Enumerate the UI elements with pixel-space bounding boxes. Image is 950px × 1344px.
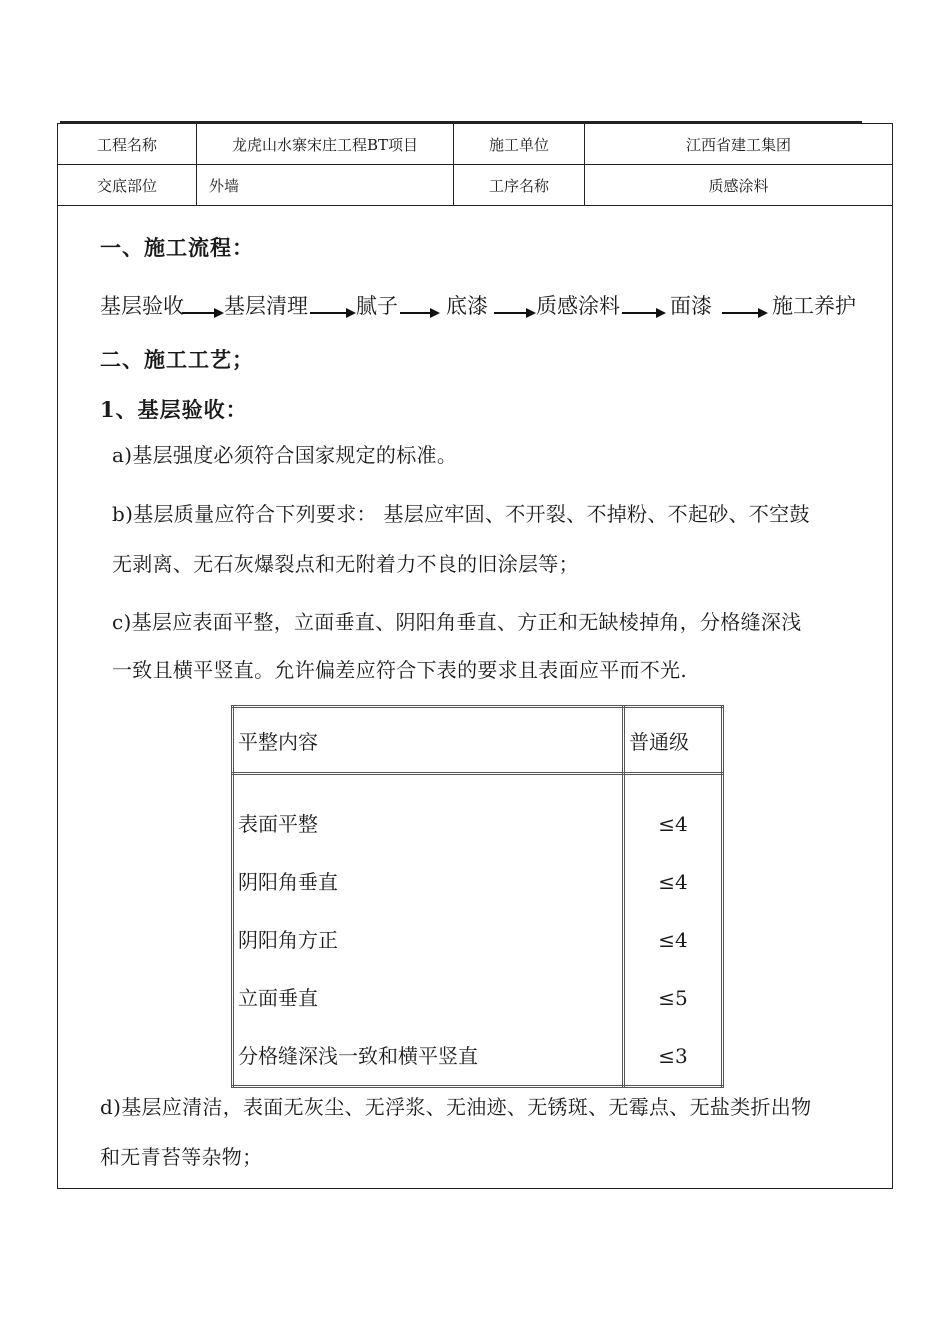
process-value: 质感涂料: [585, 165, 893, 206]
column-header-item: 平整内容: [233, 707, 624, 774]
subsection-1-title: 1、基层验收：: [100, 397, 248, 422]
flow-step: 腻子: [356, 294, 398, 318]
project-header-table: [57, 123, 893, 206]
table-row-item: 阴阳角垂直: [238, 870, 338, 894]
arrow-right-icon: [310, 312, 354, 314]
contractor-label: 施工单位: [454, 124, 585, 165]
flow-step: 质感涂料: [536, 294, 620, 318]
header-row-1: [58, 124, 893, 165]
tolerance-table: [231, 705, 724, 1088]
location-label: 交底部位: [58, 165, 197, 206]
process-label: 工序名称: [454, 165, 585, 206]
arrow-right-icon: [400, 312, 438, 314]
arrow-right-icon: [622, 312, 664, 314]
tolerance-table-body: [233, 774, 723, 1087]
contractor-value: 江西省建工集团: [585, 124, 893, 165]
construction-flow: [100, 290, 870, 324]
item-d-line2: 和无青苔等杂物；: [100, 1145, 263, 1169]
table-row-item: 阴阳角方正: [238, 928, 338, 952]
project-name-value: 龙虎山水寨宋庄工程BT项目: [197, 124, 454, 165]
arrow-right-icon: [722, 312, 766, 314]
section-1-title: 一、施工流程：: [100, 235, 254, 260]
flow-step: 基层清理: [224, 294, 308, 318]
location-value: 外墙: [197, 165, 454, 206]
table-row-item: 表面平整: [238, 812, 318, 836]
item-b-line2: 无剥离、无石灰爆裂点和无附着力不良的旧涂层等；: [112, 552, 579, 576]
flow-step: 面漆: [670, 294, 712, 318]
flow-step: 底漆: [446, 294, 488, 318]
arrow-right-icon: [182, 312, 222, 314]
section-2-title: 二、施工工艺；: [100, 347, 254, 372]
table-row-value: ≤4: [658, 928, 688, 952]
table-row-value: ≤5: [658, 986, 688, 1010]
table-row-value: ≤4: [658, 812, 688, 836]
item-c-line2: 一致且横平竖直。允许偏差应符合下表的要求且表面应平而不光.: [112, 658, 688, 682]
header-row-2: [58, 165, 893, 206]
table-row-value: ≤3: [658, 1044, 688, 1068]
tolerance-table-header: [233, 707, 723, 774]
arrow-right-icon: [494, 312, 534, 314]
item-d-line1: d)基层应清洁，表面无灰尘、无浮浆、无油迹、无锈斑、无霉点、无盐类折出物: [100, 1095, 812, 1119]
table-row-item: 立面垂直: [238, 986, 318, 1010]
flow-step: 基层验收: [100, 294, 184, 318]
table-row-item: 分格缝深浅一致和横平竖直: [238, 1044, 478, 1068]
table-row-value: ≤4: [658, 870, 688, 894]
flow-step: 施工养护: [772, 294, 856, 318]
item-c-line1: c)基层应表面平整，立面垂直、阴阳角垂直、方正和无缺棱掉角，分格缝深浅: [112, 610, 802, 634]
item-b-line1: b)基层质量应符合下列要求： 基层应牢固、不开裂、不掉粉、不起砂、不空鼓: [112, 502, 810, 526]
item-a: a)基层强度必须符合国家规定的标准。: [112, 443, 458, 467]
column-header-grade: 普通级: [624, 707, 723, 774]
project-name-label: 工程名称: [58, 124, 197, 165]
